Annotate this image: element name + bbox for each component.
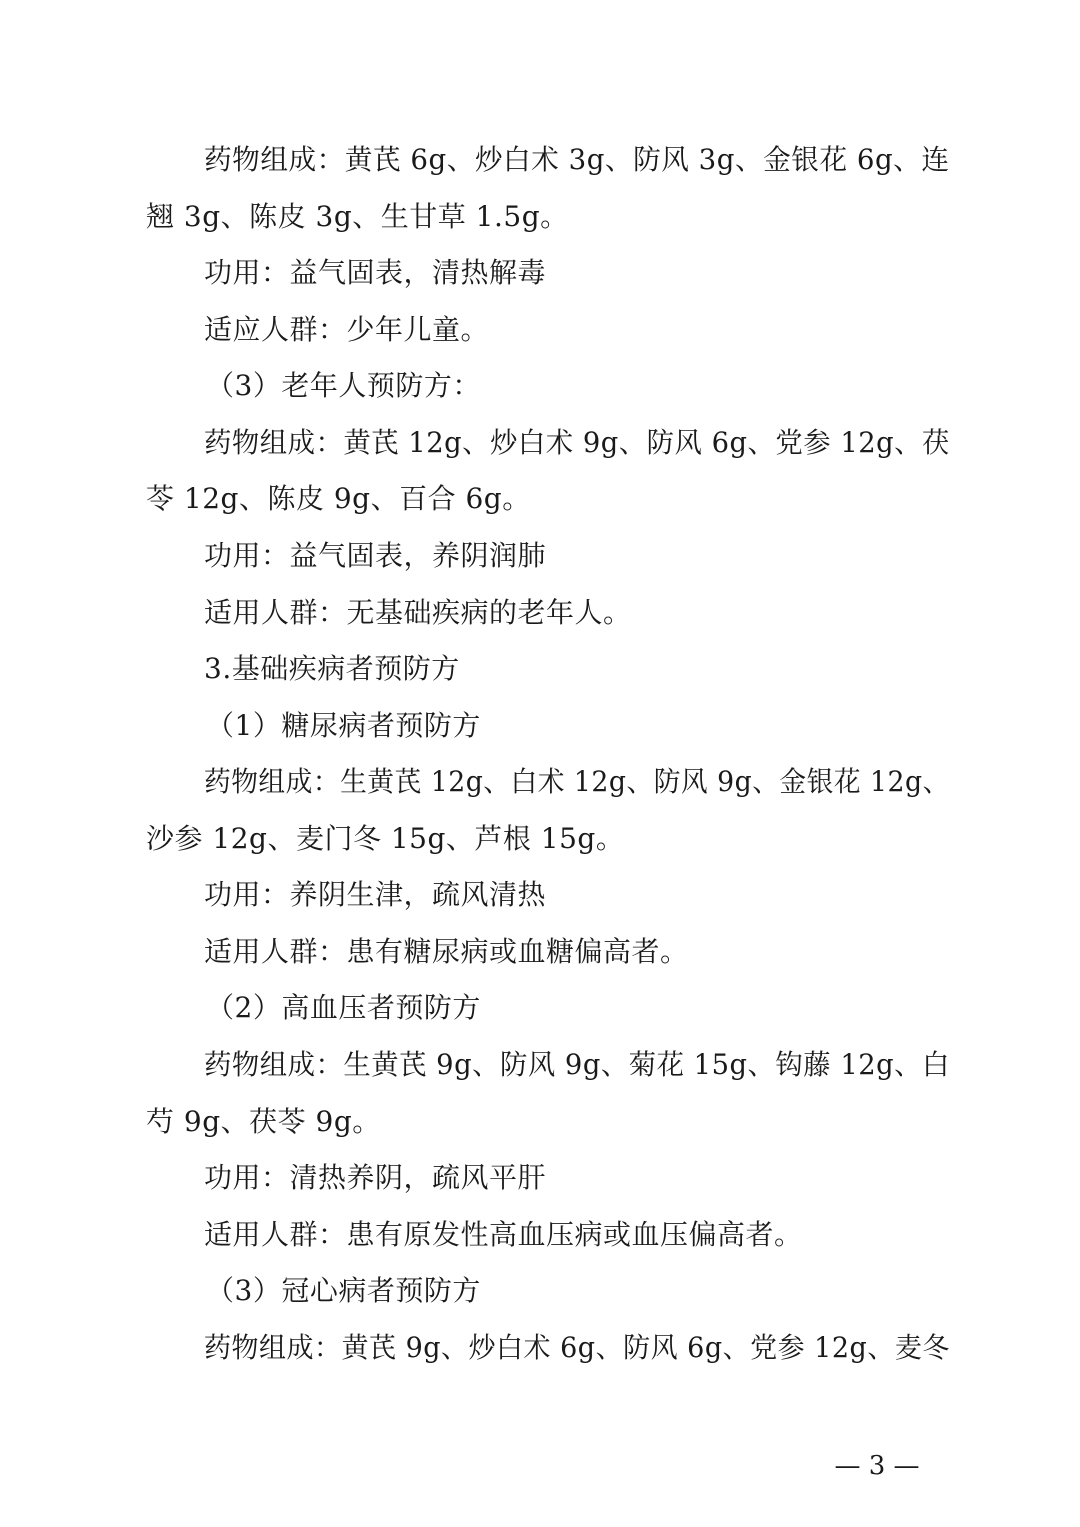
text-line: 适用人群：患有糖尿病或血糖偏高者。 — [204, 935, 689, 968]
text-line: 翘 3g、陈皮 3g、生甘草 1.5g。 — [146, 200, 569, 233]
text-line: 功用：清热养阴，疏风平肝 — [204, 1161, 547, 1194]
text-line: 适用人群：无基础疾病的老年人。 — [204, 596, 632, 629]
section-heading: （2）高血压者预防方 — [206, 991, 481, 1024]
text-line: 芍 9g、茯苓 9g。 — [146, 1105, 381, 1138]
text-line: 药物组成：生黄芪 12g、白术 12g、防风 9g、金银花 12g、 — [204, 765, 950, 798]
text-line: 功用：益气固表，养阴润肺 — [204, 539, 547, 572]
text-line: 适应人群：少年儿童。 — [204, 313, 490, 346]
text-line: 药物组成：黄芪 6g、炒白术 3g、防风 3g、金银花 6g、连 — [204, 143, 950, 176]
page-number: — 3 — — [834, 1451, 920, 1481]
section-heading: （3）冠心病者预防方 — [206, 1274, 481, 1307]
section-heading: （3）老年人预防方： — [206, 369, 481, 402]
text-line: 苓 12g、陈皮 9g、百合 6g。 — [146, 482, 531, 515]
text-line: 沙参 12g、麦门冬 15g、芦根 15g。 — [146, 822, 625, 855]
text-line: 功用：益气固表，清热解毒 — [204, 256, 547, 289]
text-line: 药物组成：生黄芪 9g、防风 9g、菊花 15g、钩藤 12g、白 — [204, 1048, 950, 1081]
text-line: 适用人群：患有原发性高血压病或血压偏高者。 — [204, 1218, 803, 1251]
section-heading: （1）糖尿病者预防方 — [206, 709, 481, 742]
text-line: 药物组成：黄芪 12g、炒白术 9g、防风 6g、党参 12g、茯 — [204, 426, 950, 459]
text-line: 药物组成：黄芪 9g、炒白术 6g、防风 6g、党参 12g、麦冬 — [204, 1331, 950, 1364]
text-line: 功用：养阴生津，疏风清热 — [204, 878, 547, 911]
section-heading: 3.基础疾病者预防方 — [204, 652, 460, 685]
